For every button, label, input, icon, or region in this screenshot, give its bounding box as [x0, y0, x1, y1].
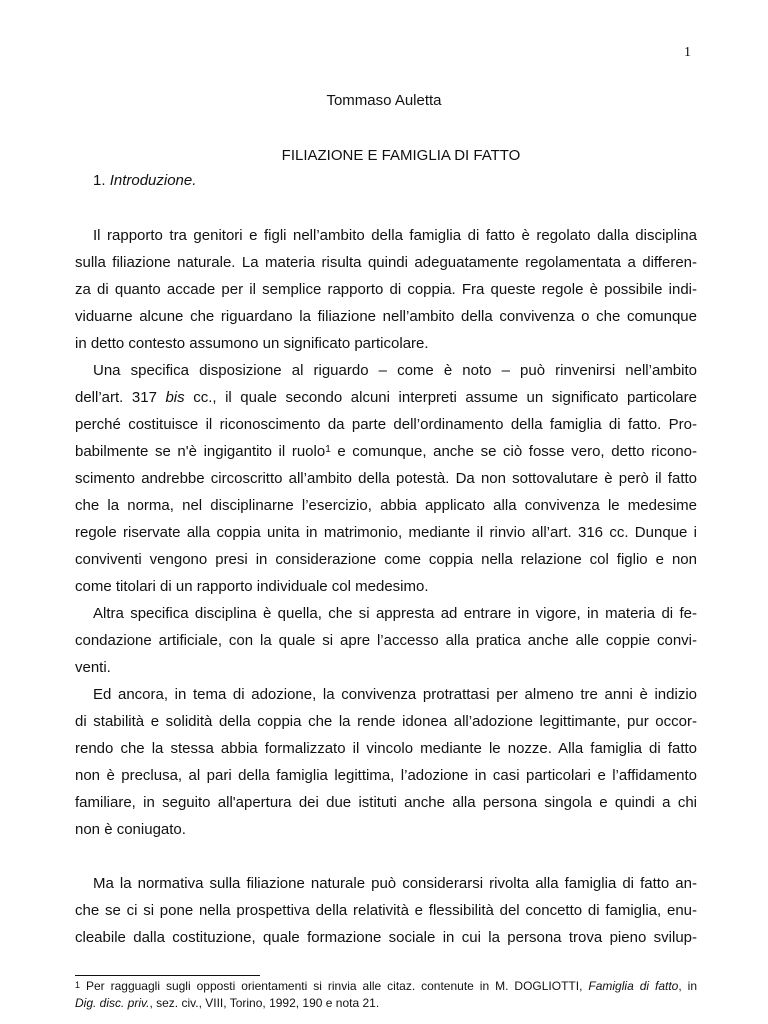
footnote-author-rest: OGLIOTTI	[523, 979, 580, 993]
body-line	[75, 438, 697, 465]
body-line: Una specifica disposizione al riguardo – come è noto – può rinvenirsi nell’ambito	[93, 362, 697, 379]
footnote-text-run: , sez. civ., VIII, Torino, 1992, 190 e nota 21.	[149, 996, 380, 1010]
body-line: familiare, in seguito all'apertura dei due istituti anche alla persona singola e quindi a chi	[75, 794, 697, 811]
body-line: viduarne alcune che riguardano la filiazione nell’ambito della convivenza o che comunque	[75, 308, 697, 325]
footnote-line	[75, 978, 697, 995]
footnote-separator	[75, 975, 260, 976]
body-line: Il rapporto tra genitori e figli nell’ambito della famiglia di fatto è regolato dalla disciplina	[93, 227, 697, 244]
body-line: non è preclusa, al pari della famiglia legittima, l’adozione in casi particolari e l’affidamento	[75, 767, 697, 784]
footnote-author-initial: D	[514, 979, 524, 993]
body-text	[75, 222, 697, 951]
body-text-run: babilmente se n'è ingigantito il ruolo	[75, 443, 326, 460]
paragraph-gap	[75, 843, 697, 870]
section-heading-text: Introduzione.	[109, 172, 197, 189]
body-line: non è coniugato.	[75, 821, 186, 838]
body-line	[75, 384, 697, 411]
footnote-marker: 1	[75, 980, 81, 990]
body-text-italic: bis	[165, 389, 185, 406]
body-line: Ed ancora, in tema di adozione, la convivenza protrattasi per almeno tre anni è indizio	[93, 686, 697, 703]
body-line: venti.	[75, 659, 111, 676]
body-line: regole riservate alla coppia unita in matrimonio, mediante il rinvio all’art. 316 cc. Dunque i	[75, 524, 697, 541]
body-line: conviventi vengono presi in considerazione come coppia nella relazione col figlio e non	[75, 551, 697, 568]
body-line: Ma la normativa sulla filiazione naturale può considerarsi rivolta alla famiglia di fatto an-	[93, 875, 697, 892]
footnote-text-run: , in	[678, 979, 697, 993]
body-text-run: dell’art. 317	[75, 389, 166, 406]
section-heading	[93, 172, 196, 189]
footnote-text-run: ,	[579, 979, 589, 993]
page-number: 1	[684, 45, 691, 60]
footnote-text-run: Per ragguagli sugli opposti orientamenti si rinvia alle citaz. contenute in M.	[80, 979, 515, 993]
footnote-author	[514, 979, 579, 993]
footnote-line	[75, 995, 697, 1012]
document-title: FILIAZIONE E FAMIGLIA DI FATTO	[281, 147, 521, 164]
body-line: cleabile dalla costituzione, quale formazione sociale in cui la persona trova pieno svilup-	[75, 929, 697, 946]
footnotes	[75, 978, 697, 1012]
body-line: in detto contesto assumono un significato particolare.	[75, 335, 429, 352]
body-line: perché costituisce il riconoscimento da parte dell’ordinamento della famiglia di fatto. Pro-	[75, 416, 697, 433]
body-line: che la norma, nel disciplinarne l’esercizio, abbia applicato alla convivenza le medesime	[75, 497, 697, 514]
section-number: 1.	[93, 172, 106, 189]
body-line: scimento andrebbe circoscritto all’ambito della potestà. Da non sottovalutare è però il fatto	[75, 470, 697, 487]
body-line: za di quanto accade per il semplice rapporto di coppia. Fra queste regole è possibile indi-	[75, 281, 697, 298]
footnote-work-title: Famiglia di fatto	[588, 979, 679, 993]
body-line: rendo che la stessa abbia formalizzato il vincolo mediante le nozze. Alla famiglia di fatto	[75, 740, 697, 757]
author-name: Tommaso Auletta	[326, 92, 442, 109]
body-line: sulla filiazione naturale. La materia risulta quindi adeguatamente regolamentata a differen-	[75, 254, 697, 271]
body-line: condazione artificiale, con la quale si apre l’accesso alla pratica anche alle coppie convi-	[75, 632, 697, 649]
body-line: Altra specifica disciplina è quella, che si appresta ad entrare in vigore, in materia di fe-	[93, 605, 697, 622]
body-line: che se ci si pone nella prospettiva della relatività e flessibilità del concetto di famiglia, enu-	[75, 902, 697, 919]
body-text-run: cc., il quale secondo alcuni interpreti assume un significato particolare	[184, 389, 697, 406]
body-line: di stabilità e solidità della coppia che la rende idonea all’adozione legittimante, pur occor-	[75, 713, 697, 730]
body-text-run: e comunque, anche se ciò fosse vero, detto ricono-	[330, 443, 698, 460]
footnote-reference[interactable]: 1	[325, 444, 331, 455]
footnote-journal: Dig. disc. priv.	[75, 996, 150, 1010]
body-line: come titolari di un rapporto individuale col medesimo.	[75, 578, 429, 595]
